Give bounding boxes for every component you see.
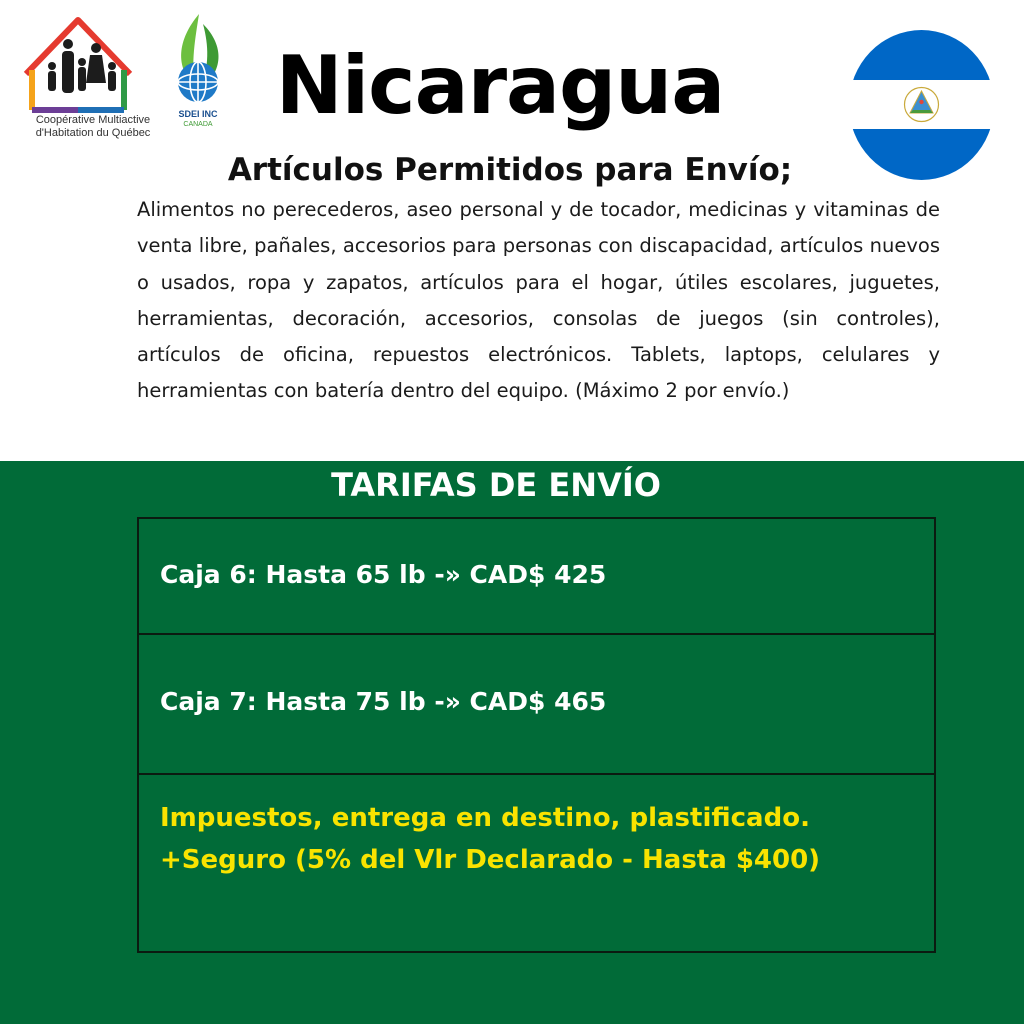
sdei-logo-tagline: CANADA — [183, 121, 213, 128]
rate-row-caja-7 — [139, 635, 934, 775]
sdei-logo — [165, 10, 231, 135]
coop-logo — [18, 14, 158, 144]
rates-title: TARIFAS DE ENVÍO — [331, 466, 661, 504]
coop-logo-line1: Coopérative Multiactive — [35, 114, 151, 126]
rate-label-caja-6: Caja 6: Hasta 65 lb -» CAD$ 425 — [160, 560, 607, 589]
rate-notes-row — [139, 775, 934, 951]
rates-table — [137, 517, 936, 953]
coop-logo-line2: d'Habitation du Québec — [35, 127, 151, 139]
page-title: Nicaragua — [275, 39, 725, 132]
leaf-globe-icon — [165, 10, 231, 110]
rate-note-line1: Impuestos, entrega en destino, plastificado. — [160, 803, 810, 833]
rate-row-caja-6 — [139, 519, 934, 635]
house-family-icon — [18, 14, 158, 114]
nicaragua-flag-icon — [849, 30, 994, 180]
allowed-items-title: Artículos Permitidos para Envío; — [227, 152, 793, 188]
sdei-logo-name: SDEI INC — [178, 109, 218, 119]
allowed-items-text: Alimentos no perecederos, aseo personal y de tocador, medicinas y vitaminas de venta libre, pañales, accesorios para personas con discapacidad, artículos nuevos o usados, ropa y zapatos, artículos para el hogar, útiles escolares, juguetes, herramientas, decoración, accesorios, consolas de juegos (sin controles), artículos de oficina, repuestos electrónicos. Tablets, laptops, celulares y herramientas con batería dentro del equipo. (Máximo 2 por envío.) — [137, 198, 940, 403]
rate-label-caja-7: Caja 7: Hasta 75 lb -» CAD$ 465 — [160, 687, 607, 716]
rate-note-line2: +Seguro (5% del Vlr Declarado - Hasta $400) — [160, 845, 821, 875]
